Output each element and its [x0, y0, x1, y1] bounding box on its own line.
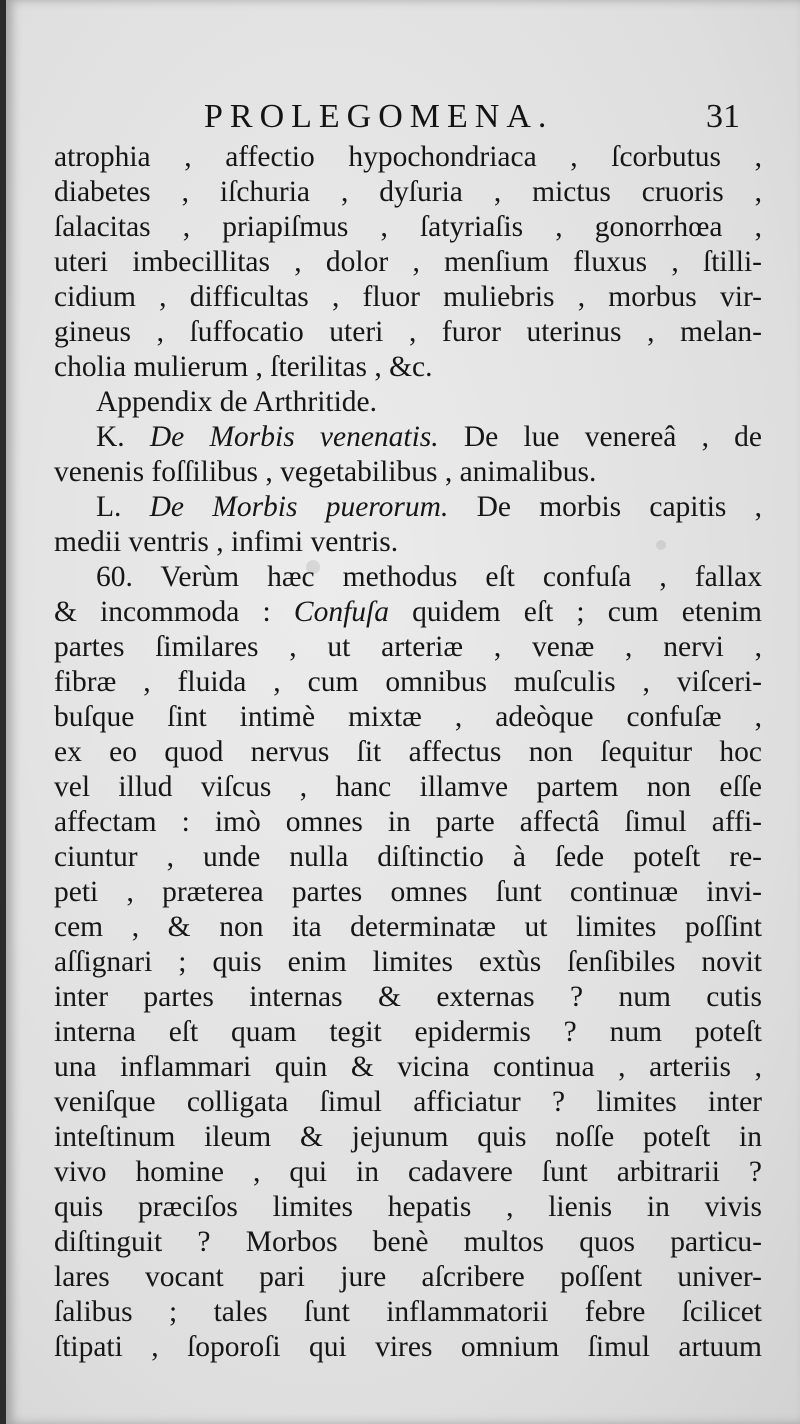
text-line: lares vocant pari jure aſcribere poſſent univer-	[54, 1261, 762, 1293]
text-line: veniſque colligata ſimul afficiatur ? limites inter	[54, 1086, 762, 1118]
text-line: quis præciſos limites hepatis , lienis in vivis	[54, 1191, 762, 1223]
text-line: diabetes , iſchuria , dyſuria , mictus cruoris ,	[54, 176, 762, 208]
text-line: atrophia , affectio hypochondriaca , ſcorbutus ,	[54, 141, 762, 173]
italic-title: Confuſa	[293, 596, 389, 628]
book-page	[6, 0, 800, 1424]
text-line: inter partes internas & externas ? num cutis	[54, 981, 762, 1013]
text-line: cidium , difficultas , fluor muliebris , morbus vir-	[54, 281, 762, 313]
text-line: venenis foſſilibus , vegetabilibus , animalibus.	[54, 456, 597, 488]
text-line: partes ſimilares , ut arteriæ , venæ , nervi ,	[54, 631, 762, 663]
text-line: ciuntur , unde nulla diſtinctio à ſede poteſt re-	[54, 841, 762, 873]
text-line: ſtipati , ſoporoſi qui vires omnium ſimul artuum	[54, 1331, 762, 1363]
page-number: 31	[706, 98, 740, 135]
italic-title: De Morbis venenatis.	[149, 421, 439, 453]
page-header	[6, 98, 800, 142]
text-line: medii ventris , infimi ventris.	[54, 526, 399, 558]
text-line: & incommoda : Confuſa quidem eſt ; cum etenim	[54, 596, 763, 628]
text-line: cholia mulierum , ſterilitas , &c.	[54, 351, 433, 383]
text-line: cem , & non ita determinatæ ut limites poſſint	[54, 911, 762, 943]
text-line: diſtinguit ? Morbos benè multos quos particu-	[54, 1226, 762, 1258]
text-line: ex eo quod nervus ſit affectus non ſequitur hoc	[54, 736, 762, 768]
body-text	[54, 140, 762, 1365]
text-line: aſſignari ; quis enim limites extùs ſenſibiles novit	[54, 946, 762, 978]
italic-title: De Morbis puerorum.	[149, 491, 449, 523]
text-line: affectam : imò omnes in parte affectâ ſimul affi-	[54, 806, 762, 838]
text-line: peti , præterea partes omnes ſunt continuæ invi-	[54, 876, 762, 908]
text-line: K. De Morbis venenatis. De lue venereâ , de	[96, 421, 762, 453]
text-line: buſque ſint intimè mixtæ , adeòque confuſæ ,	[54, 701, 762, 733]
text-line: ſalacitas , priapiſmus , ſatyriaſis , gonorrhœa ,	[54, 211, 762, 243]
text-line: vel illud viſcus , hanc illamve partem non eſſe	[54, 771, 762, 803]
text-line: ſalibus ; tales ſunt inflammatorii febre ſcilicet	[54, 1296, 762, 1328]
text-line: interna eſt quam tegit epidermis ? num poteſt	[54, 1016, 762, 1048]
text-line: vivo homine , qui in cadavere ſunt arbitrarii ?	[54, 1156, 762, 1188]
text-line: inteſtinum ileum & jejunum quis noſſe poteſt in	[54, 1121, 762, 1153]
text-line: 60. Verùm hæc methodus eſt confuſa , fallax	[96, 561, 762, 593]
text-line: fibræ , fluida , cum omnibus muſculis , viſceri-	[54, 666, 762, 698]
text-line: uteri imbecillitas , dolor , menſium fluxus , ſtilli-	[54, 246, 762, 278]
running-head: PROLEGOMENA.	[204, 98, 554, 135]
text-line: gineus , ſuffocatio uteri , furor uterinus , melan-	[54, 316, 762, 348]
text-line: Appendix de Arthritide.	[96, 386, 378, 418]
text-line: L. De Morbis puerorum. De morbis capitis ,	[96, 491, 762, 523]
text-line: una inflammari quin & vicina continua , arteriis ,	[54, 1051, 762, 1083]
